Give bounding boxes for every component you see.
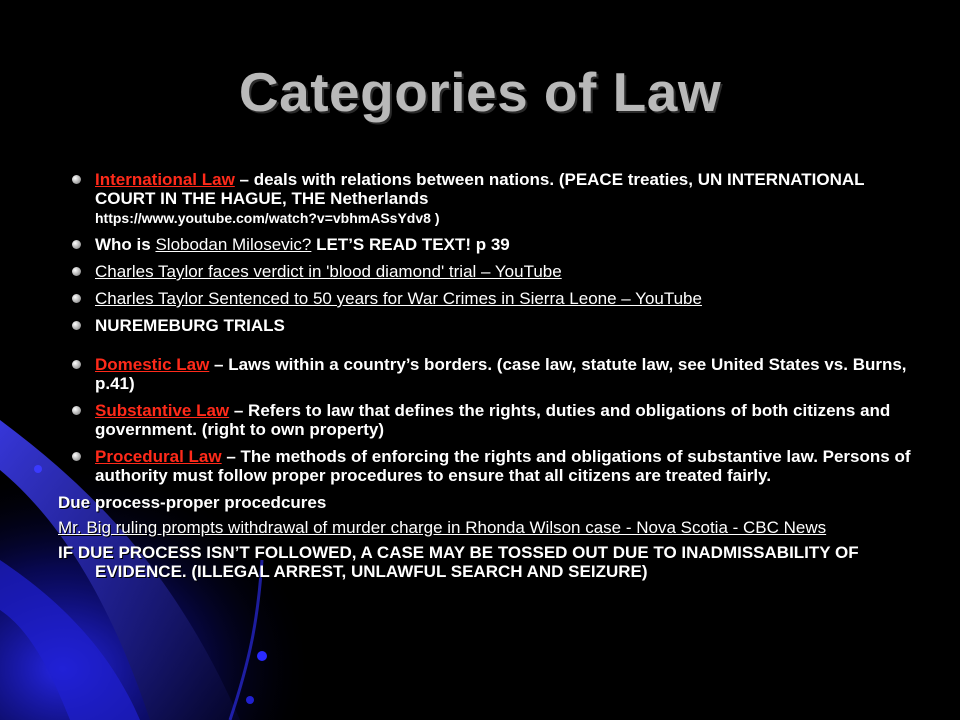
- bullet-charles-taylor-sentenced: [58, 289, 914, 308]
- due-process-line: Due process-proper procedcures: [58, 493, 327, 512]
- term-substantive-law: Substantive Law: [95, 401, 230, 420]
- bullet-international-law: [58, 170, 914, 227]
- slide-body: [58, 170, 914, 587]
- bullet-text: – Laws within a country’s borders. (case law, statute law, see United States vs. Burns, p.41): [95, 355, 907, 393]
- charles-taylor-sentenced-link[interactable]: Charles Taylor Sentenced to 50 years for War Crimes in Sierra Leone – YouTube: [95, 289, 702, 308]
- bullet-icon: [72, 360, 81, 369]
- milosevic-link[interactable]: Slobodan Milosevic?: [155, 235, 312, 254]
- bullet-milosevic: [58, 235, 914, 254]
- charles-taylor-verdict-link[interactable]: Charles Taylor faces verdict in 'blood diamond' trial – YouTube: [95, 262, 562, 281]
- term-domestic-law: Domestic Law: [95, 355, 210, 374]
- bullet-icon: [72, 294, 81, 303]
- bullet-substantive-law: [58, 401, 914, 439]
- bullet-text: – deals with relations between nations. (PEACE treaties, UN INTERNATIONAL COURT IN THE HAGUE, THE Netherlands: [95, 170, 865, 208]
- bullet-icon: [72, 267, 81, 276]
- bullet-charles-taylor-verdict: [58, 262, 914, 281]
- bullet-procedural-law: [58, 447, 914, 485]
- slide-title: Categories of Law: [238, 61, 722, 123]
- bullet-icon: [72, 452, 81, 461]
- bullet-icon: [72, 321, 81, 330]
- term-procedural-law: Procedural Law: [95, 447, 222, 466]
- bullet-nuremberg: [58, 316, 914, 335]
- bullet-text: – Refers to law that defines the rights, duties and obligations of both citizens and government. (right to own property): [95, 401, 891, 439]
- bullet-icon: [72, 175, 81, 184]
- youtube-url[interactable]: https://www.youtube.com/watch?v=vbhmASsYdv8 ): [95, 210, 440, 226]
- closing-statement: IF DUE PROCESS ISN’T FOLLOWED, A CASE MAY BE TOSSED OUT DUE TO INADMISSABILITY OF EVIDENCE. (ILLEGAL ARREST, UNLAWFUL SEARCH AND SEIZURE): [58, 543, 859, 581]
- bullet-text: NUREMEBURG TRIALS: [95, 316, 285, 335]
- term-international-law: International Law: [95, 170, 235, 189]
- cbc-news-link[interactable]: Mr. Big ruling prompts withdrawal of murder charge in Rhonda Wilson case - Nova Scotia - CBC News: [58, 518, 827, 537]
- bullet-icon: [72, 406, 81, 415]
- bullet-domestic-law: [58, 355, 914, 393]
- bullet-text: Who is: [95, 235, 156, 254]
- bullet-icon: [72, 240, 81, 249]
- bullet-text: LET’S READ TEXT! p 39: [311, 235, 510, 254]
- bullet-text: – The methods of enforcing the rights and obligations of substantive law. Persons of authority must follow proper procedures to ensure that all citizens are treated fairly.: [95, 447, 911, 485]
